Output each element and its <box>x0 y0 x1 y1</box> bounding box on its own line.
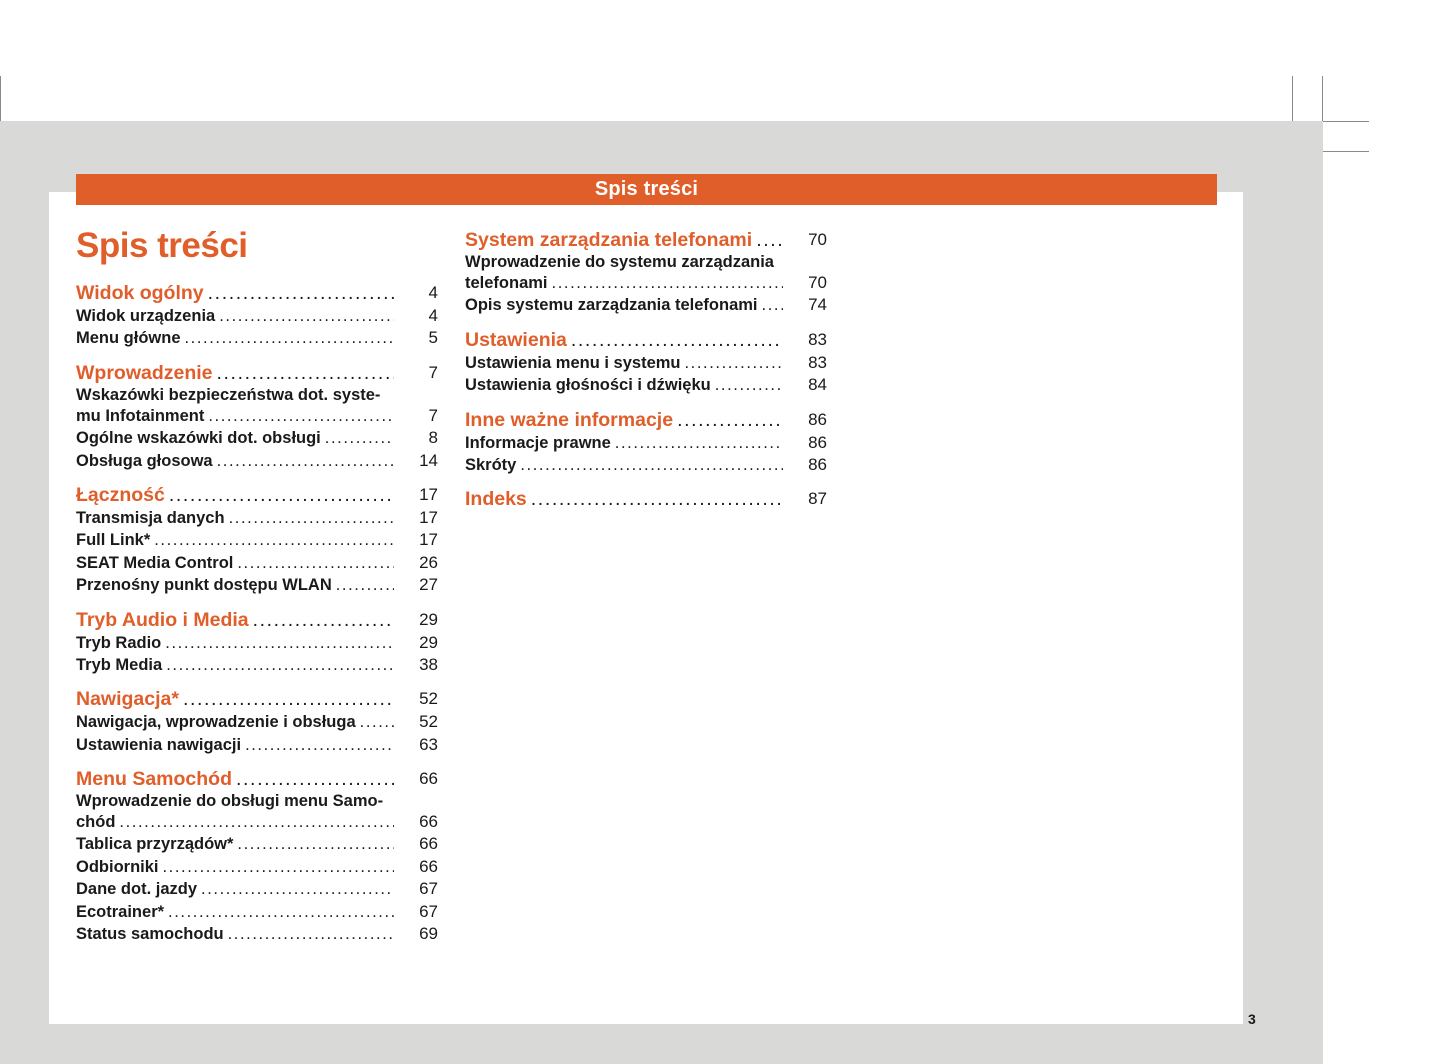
toc-entry-label: Menu główne <box>76 329 181 348</box>
section-spacer <box>76 350 438 361</box>
toc-section-label: Nawigacja* <box>76 688 179 711</box>
toc-entry[interactable] <box>76 833 438 855</box>
section-spacer <box>76 756 438 767</box>
toc-section[interactable] <box>76 767 438 791</box>
dot-leader <box>325 427 394 449</box>
toc-section[interactable] <box>465 487 827 511</box>
toc-entry-page: 7 <box>428 405 438 425</box>
page-number: 3 <box>1248 1011 1256 1027</box>
dot-leader <box>245 734 394 756</box>
toc-entry-page: 86 <box>808 454 827 474</box>
dot-leader <box>119 811 394 833</box>
toc-entry[interactable] <box>465 272 827 294</box>
toc-section[interactable] <box>465 408 827 432</box>
toc-entry-label: Dane dot. jazdy <box>76 880 198 899</box>
toc-entry[interactable] <box>76 654 438 676</box>
dot-leader <box>229 507 394 529</box>
toc-section-page: 66 <box>419 769 438 789</box>
toc-entry-page: 5 <box>428 328 438 348</box>
toc-entry-page: 84 <box>808 375 827 395</box>
toc-entry-page: 74 <box>808 295 827 315</box>
dot-leader <box>208 281 394 305</box>
toc-section-page: 4 <box>428 283 438 302</box>
section-spacer <box>465 397 827 408</box>
dot-leader <box>237 552 394 574</box>
toc-entry[interactable] <box>76 529 438 551</box>
toc-entry-label: SEAT Media Control <box>76 553 234 572</box>
toc-entry-label: Ogólne wskazówki dot. obsługi <box>76 429 321 448</box>
header-title: Spis treści <box>594 178 699 200</box>
dot-leader <box>154 529 394 551</box>
toc-entry-label: Widok urządzenia <box>76 306 216 325</box>
toc-entry-label: Nawigacja, wprowadzenie i obsługa <box>76 713 356 732</box>
toc-entry[interactable] <box>465 454 827 476</box>
toc-entry-label: Przenośny punkt dostępu WLAN <box>76 576 332 595</box>
toc-section-page: 17 <box>419 484 438 504</box>
toc-entry-label: Full Link* <box>76 531 151 550</box>
dot-leader <box>360 711 394 733</box>
toc-section-page: 83 <box>808 329 827 349</box>
toc-right-column <box>465 228 827 511</box>
toc-entry-label: Informacje prawne <box>465 433 611 452</box>
crop-mark <box>1292 76 1293 121</box>
toc-entry-first-line: Wprowadzenie do obsługi menu Samo- <box>76 792 384 811</box>
toc-entry-page: 69 <box>419 924 438 944</box>
toc-section-page: 29 <box>419 609 438 629</box>
toc-entry-label: Skróty <box>465 455 517 474</box>
toc-entry[interactable] <box>76 901 438 923</box>
toc-entry-page: 83 <box>808 352 827 372</box>
toc-entry-page: 52 <box>419 712 438 732</box>
toc-entry[interactable] <box>76 552 438 574</box>
toc-entry-page: 86 <box>808 432 827 452</box>
toc-entry[interactable] <box>76 734 438 756</box>
toc-entry-page: 70 <box>808 272 827 292</box>
dot-leader <box>228 923 394 945</box>
toc-entry-page: 63 <box>419 734 438 754</box>
toc-entry[interactable] <box>76 507 438 529</box>
toc-section[interactable] <box>465 328 827 352</box>
toc-entry[interactable] <box>76 923 438 945</box>
toc-entry[interactable] <box>76 574 438 596</box>
dot-leader <box>219 305 394 327</box>
toc-section-label: Łączność <box>76 483 165 506</box>
toc-entry-first-line: Wprowadzenie do systemu zarządzania <box>465 253 774 271</box>
section-spacer <box>465 476 827 487</box>
toc-entry-page: 66 <box>419 856 438 876</box>
toc-entry-label: Transmisja danych <box>76 508 225 527</box>
dot-leader <box>201 878 394 900</box>
dot-leader <box>615 432 783 454</box>
dot-leader <box>169 483 394 507</box>
crop-mark <box>1322 151 1369 152</box>
dot-leader <box>531 487 783 511</box>
toc-section-label: System zarządzania telefonami <box>465 229 753 251</box>
dot-leader <box>208 405 394 427</box>
toc-entry-label: chód <box>76 813 116 832</box>
toc-section-page: 70 <box>808 230 827 249</box>
toc-entry-page: 14 <box>419 450 438 470</box>
toc-entry-page: 27 <box>419 575 438 595</box>
toc-entry[interactable] <box>76 305 438 327</box>
dot-leader <box>217 361 394 385</box>
toc-section-page: 7 <box>428 362 438 382</box>
toc-entry[interactable] <box>76 878 438 900</box>
dot-leader <box>236 767 394 791</box>
toc-entry-page: 17 <box>419 507 438 527</box>
dot-leader <box>762 294 783 316</box>
dot-leader <box>166 654 394 676</box>
toc-entry-page: 66 <box>419 812 438 832</box>
toc-section-page: 86 <box>808 409 827 429</box>
toc-entry-first-line: Wskazówki bezpieczeństwa dot. syste- <box>76 385 381 404</box>
dot-leader <box>677 408 783 432</box>
toc-entry[interactable] <box>465 294 827 316</box>
dot-leader <box>756 228 783 252</box>
toc-section[interactable] <box>76 687 438 711</box>
toc-section-label: Inne ważne informacje <box>465 408 674 431</box>
dot-leader <box>253 608 394 632</box>
dot-leader <box>685 352 784 374</box>
toc-section[interactable] <box>76 483 438 507</box>
toc-entry-label: Ustawienia nawigacji <box>76 735 242 754</box>
toc-entry-page: 4 <box>428 305 438 325</box>
toc-section-label: Indeks <box>465 488 527 511</box>
dot-leader <box>571 328 783 352</box>
toc-left-column <box>76 281 438 945</box>
toc-entry[interactable] <box>76 450 438 472</box>
toc-entry[interactable] <box>465 432 827 454</box>
section-spacer <box>76 472 438 483</box>
toc-entry-label: Tryb Radio <box>76 633 162 652</box>
toc-entry-label: mu Infotainment <box>76 406 205 425</box>
toc-section-label: Wprowadzenie <box>76 361 213 384</box>
toc-entry-label: Ustawienia głośności i dźwięku <box>465 376 711 395</box>
section-spacer <box>76 676 438 687</box>
toc-section-page: 52 <box>419 689 438 709</box>
toc-entry-label: Status samochodu <box>76 925 224 944</box>
toc-entry-label: Obsługa głosowa <box>76 451 213 470</box>
toc-entry[interactable] <box>76 711 438 733</box>
dot-leader <box>217 450 394 472</box>
toc-entry-page: 8 <box>428 428 438 448</box>
header-bar <box>76 174 1217 205</box>
toc-section-label: Tryb Audio i Media <box>76 608 249 631</box>
toc-entry-page: 29 <box>419 632 438 652</box>
toc-section-label: Menu Samochód <box>76 768 233 791</box>
toc-entry[interactable] <box>76 811 438 833</box>
toc-entry[interactable] <box>76 327 438 349</box>
dot-leader <box>520 454 783 476</box>
toc-entry-label: Ecotrainer* <box>76 902 165 921</box>
toc-entry-page: 66 <box>419 834 438 854</box>
toc-section[interactable] <box>76 281 438 305</box>
dot-leader <box>715 374 783 396</box>
toc-entry[interactable] <box>76 856 438 878</box>
toc-entry[interactable] <box>465 352 827 374</box>
toc-entry[interactable] <box>76 427 438 449</box>
toc-entry-label: Tablica przyrządów* <box>76 835 234 854</box>
dot-leader <box>552 272 783 294</box>
toc-section-label: Widok ogólny <box>76 282 204 304</box>
toc-section[interactable] <box>76 608 438 632</box>
dot-leader <box>183 687 394 711</box>
dot-leader <box>237 833 394 855</box>
toc-section-label: Ustawienia <box>465 328 567 351</box>
toc-entry-label: Ustawienia menu i systemu <box>465 353 681 372</box>
dot-leader <box>163 856 395 878</box>
toc-entry-page: 26 <box>419 552 438 572</box>
toc-entry[interactable] <box>76 632 438 654</box>
toc-entry[interactable] <box>465 374 827 396</box>
toc-entry-label: Odbiorniki <box>76 857 159 876</box>
toc-entry-page: 67 <box>419 879 438 899</box>
toc-entry-label: Tryb Media <box>76 655 163 674</box>
toc-section[interactable] <box>76 361 438 385</box>
dot-leader <box>165 632 394 654</box>
dot-leader <box>336 574 394 596</box>
crop-mark <box>0 76 1 121</box>
toc-entry-page: 38 <box>419 654 438 674</box>
dot-leader <box>185 327 395 349</box>
section-spacer <box>76 597 438 608</box>
toc-entry-page: 67 <box>419 901 438 921</box>
toc-entry-label: Opis systemu zarządzania telefonami <box>465 296 758 315</box>
toc-section[interactable] <box>465 228 827 252</box>
toc-entry[interactable] <box>76 405 438 427</box>
toc-section-page: 87 <box>808 489 827 509</box>
toc-entry-page: 17 <box>419 530 438 550</box>
page-title: Spis treści <box>76 226 248 265</box>
dot-leader <box>168 901 394 923</box>
toc-entry-label: telefonami <box>465 273 548 292</box>
section-spacer <box>465 317 827 328</box>
